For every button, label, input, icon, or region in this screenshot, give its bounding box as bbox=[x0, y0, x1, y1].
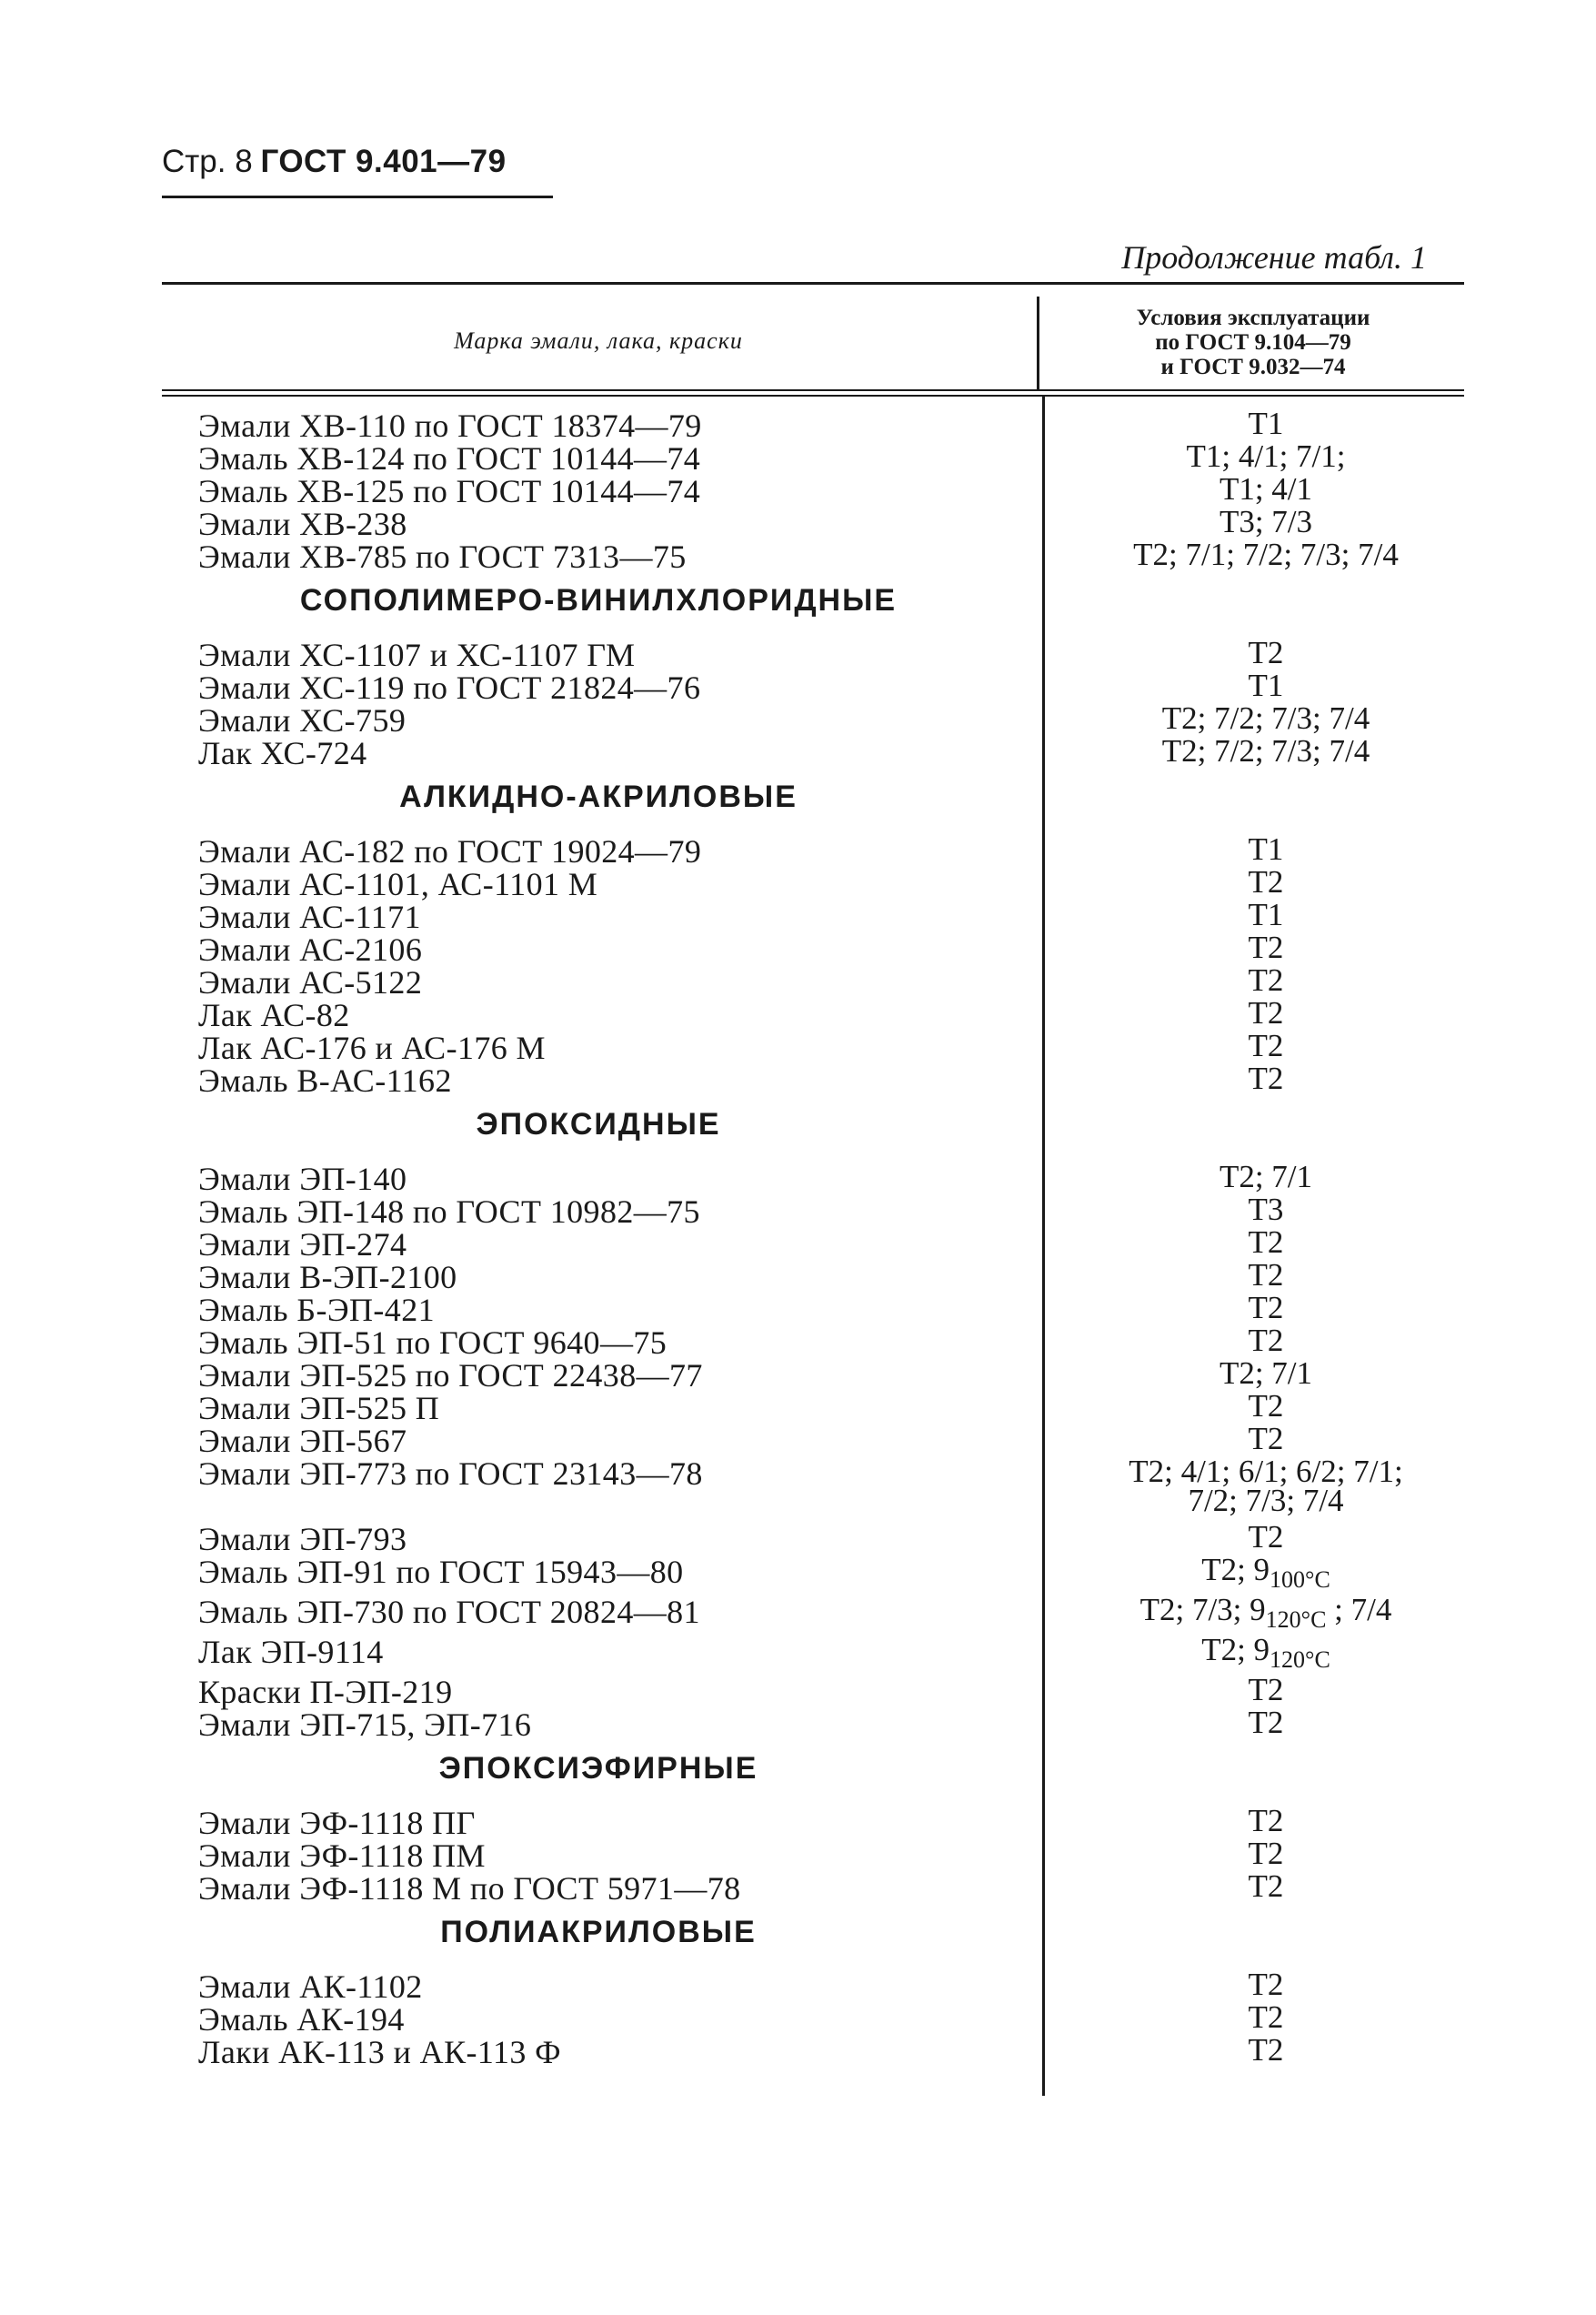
column-header-conditions-line3: и ГОСТ 9.032—74 bbox=[1160, 355, 1346, 379]
conditions-text: Т2 bbox=[1248, 1803, 1284, 1838]
material-grade: Эмаль ЭП-730 по ГОСТ 20824—81 bbox=[198, 1594, 700, 1630]
conditions-text: Т3 bbox=[1248, 1192, 1284, 1227]
conditions-text: Т2 bbox=[1248, 1868, 1284, 1904]
operating-conditions bbox=[1046, 408, 1486, 440]
table-continuation-label: Продолжение табл. 1 bbox=[1121, 239, 1427, 276]
conditions-text: Т1; 4/1 bbox=[1219, 471, 1313, 507]
temperature-subscript: 120°С bbox=[1265, 1606, 1327, 1633]
operating-conditions bbox=[1046, 1706, 1486, 1739]
operating-conditions bbox=[1046, 669, 1486, 702]
material-grade: Эмали В-ЭП-2100 bbox=[198, 1259, 457, 1295]
section-heading: АЛКИДНО-АКРИЛОВЫЕ bbox=[399, 780, 798, 814]
operating-conditions bbox=[1046, 1259, 1486, 1292]
operating-conditions bbox=[1046, 2001, 1486, 2034]
conditions-text: Т2; 9 bbox=[1201, 1552, 1270, 1587]
conditions-text: Т2 bbox=[1248, 1836, 1284, 1871]
temperature-subscript: 100°С bbox=[1270, 1566, 1330, 1593]
section-heading: ЭПОКСИДНЫЕ bbox=[476, 1107, 721, 1142]
conditions-text: Т2; 7/2; 7/3; 7/4 bbox=[1161, 700, 1370, 736]
material-grade: Эмали ЭП-715, ЭП-716 bbox=[198, 1706, 532, 1743]
operating-conditions bbox=[1046, 1594, 1486, 1636]
conditions-tail: ; 7/4 bbox=[1326, 1592, 1392, 1627]
conditions-text: Т1 bbox=[1248, 831, 1284, 867]
operating-conditions bbox=[1046, 1634, 1486, 1676]
material-grade: Эмали ЭП-140 bbox=[198, 1161, 407, 1197]
conditions-text: Т2; 9 bbox=[1201, 1632, 1270, 1667]
operating-conditions bbox=[1046, 1292, 1486, 1324]
temperature-subscript: 120°С bbox=[1270, 1646, 1330, 1673]
conditions-text: Т2 bbox=[1248, 2032, 1284, 2068]
operating-conditions bbox=[1046, 1357, 1486, 1390]
operating-conditions bbox=[1046, 1062, 1486, 1095]
column-header-conditions-line1: Условия эксплуатации bbox=[1136, 306, 1370, 330]
operating-conditions bbox=[1046, 506, 1486, 538]
material-grade: Лаки АК-113 и АК-113 Ф bbox=[198, 2034, 561, 2070]
operating-conditions bbox=[1046, 931, 1486, 964]
conditions-text: Т2 bbox=[1248, 1224, 1284, 1260]
conditions-text: Т2; 7/1 bbox=[1219, 1159, 1313, 1194]
operating-conditions bbox=[1046, 637, 1486, 669]
conditions-text: Т2 bbox=[1248, 635, 1284, 670]
operating-conditions bbox=[1046, 1968, 1486, 2001]
material-grade: Эмаль Б-ЭП-421 bbox=[198, 1292, 435, 1328]
material-grade: Эмали АС-5122 bbox=[198, 964, 423, 1001]
material-grade: Эмали АС-1101, АС-1101 М bbox=[198, 866, 598, 902]
conditions-text: Т2 bbox=[1248, 1705, 1284, 1740]
material-grade: Эмали ЭФ-1118 ПМ bbox=[198, 1837, 486, 1874]
material-grade: Эмали ЭП-567 bbox=[198, 1423, 407, 1459]
material-grade: Эмаль ЭП-51 по ГОСТ 9640—75 bbox=[198, 1324, 668, 1361]
operating-conditions bbox=[1046, 1161, 1486, 1193]
material-grade: Лак ХС-724 bbox=[198, 735, 367, 771]
conditions-text: Т2 bbox=[1248, 1421, 1284, 1456]
material-grade: Эмали ХВ-238 bbox=[198, 506, 407, 542]
operating-conditions bbox=[1046, 1390, 1486, 1423]
conditions-text: Т2 bbox=[1248, 1388, 1284, 1424]
conditions-text: Т1 bbox=[1248, 668, 1284, 703]
section-heading: ЭПОКСИЭФИРНЫЕ bbox=[438, 1751, 758, 1786]
material-grade: Эмали ХС-759 bbox=[198, 702, 407, 739]
conditions-text: Т2 bbox=[1248, 1323, 1284, 1358]
material-grade: Лак ЭП-9114 bbox=[198, 1634, 384, 1670]
operating-conditions bbox=[1046, 997, 1486, 1030]
material-grade: Эмали ХВ-110 по ГОСТ 18374—79 bbox=[198, 408, 702, 444]
conditions-text: Т2 bbox=[1248, 995, 1284, 1031]
operating-conditions bbox=[1046, 702, 1486, 735]
operating-conditions bbox=[1046, 538, 1486, 571]
operating-conditions bbox=[1046, 866, 1486, 899]
operating-conditions bbox=[1046, 1805, 1486, 1837]
conditions-text: Т2 bbox=[1248, 1061, 1284, 1096]
material-grade: Эмали ХВ-785 по ГОСТ 7313—75 bbox=[198, 538, 687, 575]
conditions-text: Т2 bbox=[1248, 864, 1284, 900]
conditions-text: Т2; 7/2; 7/3; 7/4 bbox=[1161, 733, 1370, 769]
conditions-text: Т2 bbox=[1248, 1967, 1284, 2002]
standard-designation: ГОСТ 9.401—79 bbox=[260, 144, 507, 179]
operating-conditions bbox=[1046, 833, 1486, 866]
page-number: Стр. 8 bbox=[162, 144, 253, 179]
operating-conditions bbox=[1046, 1193, 1486, 1226]
conditions-text: Т2 bbox=[1248, 1028, 1284, 1063]
conditions-text: Т2 bbox=[1248, 1672, 1284, 1707]
operating-conditions bbox=[1046, 735, 1486, 768]
material-grade: Эмаль В-АС-1162 bbox=[198, 1062, 452, 1099]
conditions-text: Т3; 7/3 bbox=[1219, 504, 1313, 539]
conditions-text: Т2 bbox=[1248, 1290, 1284, 1325]
material-grade: Эмали ЭП-525 по ГОСТ 22438—77 bbox=[198, 1357, 703, 1394]
material-grade: Эмали АС-182 по ГОСТ 19024—79 bbox=[198, 833, 702, 870]
material-grade: Эмали ХС-1107 и ХС-1107 ГМ bbox=[198, 637, 636, 673]
material-grade: Эмали ЭП-773 по ГОСТ 23143—78 bbox=[198, 1455, 703, 1492]
material-grade: Эмаль ЭП-91 по ГОСТ 15943—80 bbox=[198, 1554, 684, 1590]
material-grade: Эмаль ХВ-125 по ГОСТ 10144—74 bbox=[198, 473, 701, 509]
material-grade: Эмали ЭП-793 bbox=[198, 1521, 407, 1557]
material-grade: Эмаль АК-194 bbox=[198, 2001, 405, 2038]
material-grade: Эмали АС-2106 bbox=[198, 931, 423, 968]
operating-conditions bbox=[1046, 1324, 1486, 1357]
material-grade: Лак АС-82 bbox=[198, 997, 350, 1033]
operating-conditions bbox=[1046, 1423, 1486, 1455]
conditions-text: Т2 bbox=[1248, 1999, 1284, 2035]
conditions-text: Т2 bbox=[1248, 1257, 1284, 1293]
operating-conditions bbox=[1046, 440, 1486, 473]
conditions-text-continued: 7/2; 7/3; 7/4 bbox=[1188, 1483, 1344, 1518]
operating-conditions bbox=[1046, 1226, 1486, 1259]
material-grade: Эмали ЭП-274 bbox=[198, 1226, 407, 1263]
material-grade: Краски П-ЭП-219 bbox=[198, 1674, 453, 1710]
operating-conditions bbox=[1046, 473, 1486, 506]
operating-conditions bbox=[1046, 1030, 1486, 1062]
material-grade: Эмаль ХВ-124 по ГОСТ 10144—74 bbox=[198, 440, 701, 477]
material-grade: Эмали ХС-119 по ГОСТ 21824—76 bbox=[198, 669, 701, 706]
operating-conditions bbox=[1046, 1674, 1486, 1706]
section-heading: ПОЛИАКРИЛОВЫЕ bbox=[440, 1915, 757, 1949]
operating-conditions bbox=[1046, 1870, 1486, 1903]
conditions-text: Т2; 7/1 bbox=[1219, 1355, 1313, 1391]
conditions-text: Т2 bbox=[1248, 1519, 1284, 1555]
column-header-grade: Марка эмали, лака, краски bbox=[454, 327, 743, 354]
operating-conditions bbox=[1046, 1554, 1486, 1596]
material-grade: Эмали ЭФ-1118 ПГ bbox=[198, 1805, 476, 1841]
material-grade: Лак АС-176 и АС-176 М bbox=[198, 1030, 546, 1066]
conditions-text: Т1; 4/1; 7/1; bbox=[1186, 438, 1346, 474]
operating-conditions bbox=[1046, 2034, 1486, 2067]
operating-conditions bbox=[1046, 1837, 1486, 1870]
conditions-text: Т2; 7/3; 9 bbox=[1139, 1592, 1266, 1627]
conditions-text: Т2; 7/1; 7/2; 7/3; 7/4 bbox=[1133, 537, 1399, 572]
conditions-text: Т2 bbox=[1248, 930, 1284, 965]
operating-conditions bbox=[1046, 899, 1486, 931]
conditions-text: Т2 bbox=[1248, 962, 1284, 998]
operating-conditions bbox=[1046, 1521, 1486, 1554]
section-heading: СОПОЛИМЕРО-ВИНИЛХЛОРИДНЫЕ bbox=[299, 583, 898, 618]
material-grade: Эмали АК-1102 bbox=[198, 1968, 423, 2005]
operating-conditions bbox=[1046, 964, 1486, 997]
conditions-text: Т1 bbox=[1248, 406, 1284, 441]
material-grade: Эмаль ЭП-148 по ГОСТ 10982—75 bbox=[198, 1193, 700, 1230]
material-grade: Эмали ЭФ-1118 М по ГОСТ 5971—78 bbox=[198, 1870, 741, 1907]
material-grade: Эмали ЭП-525 П bbox=[198, 1390, 440, 1426]
material-grade: Эмали АС-1171 bbox=[198, 899, 421, 935]
conditions-text: Т1 bbox=[1248, 897, 1284, 932]
operating-conditions bbox=[1046, 1455, 1486, 1517]
column-header-conditions-line2: по ГОСТ 9.104—79 bbox=[1155, 330, 1351, 355]
conditions-text: Т2; 4/1; 6/1; 6/2; 7/1; bbox=[1129, 1454, 1403, 1489]
